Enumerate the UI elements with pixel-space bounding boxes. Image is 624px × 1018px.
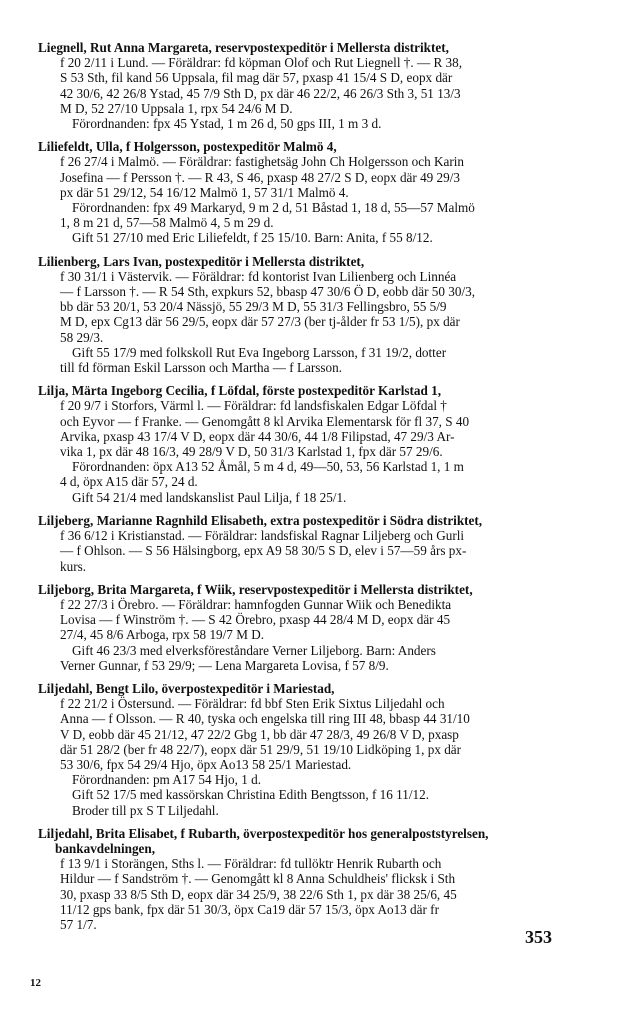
entry-line: Hildur — f Sandström †. — Genomgått kl 8 Anna Schuldheis' flicksk i Sth [60, 871, 456, 887]
entry-line: Gift 55 17/9 med folkskoll Rut Eva Ingeborg Larsson, f 31 19/2, dotter [72, 344, 447, 360]
entry-line: M D, 52 27/10 Uppsala 1, rpx 54 24/6 M D. [60, 100, 293, 116]
document-page [38, 40, 554, 940]
entry-line: Gift 54 21/4 med landskanslist Paul Lilja, f 18 25/1. [72, 489, 347, 505]
entry-line: px där 51 29/12, 54 16/12 Malmö 1, 57 31/1 Malmö 4. [60, 184, 349, 200]
entry-line: Broder till px S T Liljedahl. [72, 802, 219, 818]
entry-line: f 36 6/12 i Kristianstad. — Föräldrar: landsfiskal Ragnar Liljeberg och Gurli [60, 528, 465, 544]
page-number: 353 [525, 927, 552, 947]
entry-line: Förordnanden: pm A17 54 Hjo, 1 d. [72, 772, 262, 788]
signature-mark: 12 [30, 977, 41, 989]
entry-line: 57 1/7. [60, 916, 97, 932]
entry-line: vika 1, px där 48 16/3, 49 28/9 V D, 50 31/3 Karlstad 1, fpx där 57 29/6. [60, 444, 443, 460]
entry-line: där 51 28/2 (ber fr 48 22/7), eopx där 51 29/9, 51 19/10 Lidköping 1, px där [60, 741, 462, 757]
entry-line: Gift 51 27/10 med Eric Liliefeldt, f 25 15/10. Barn: Anita, f 55 8/12. [72, 230, 433, 246]
entry-line: f 20 9/7 i Storfors, Värml l. — Föräldrar: fd landsfiskalen Edgar Löfdal † [60, 398, 447, 414]
entry-heading: Lilja, Märta Ingeborg Cecilia, f Löfdal, förste postexpeditör Karlstad 1, [38, 383, 442, 399]
entry-heading: Liliefeldt, Ulla, f Holgersson, postexpeditör Malmö 4, [38, 139, 337, 155]
entry-heading: Liljedahl, Bengt Lilo, överpostexpeditör i Mariestad, [38, 680, 335, 696]
entry-line: 42 30/6, 42 26/8 Ystad, 45 7/9 Sth D, px där 46 22/2, 46 26/3 Sth 3, 51 13/3 [60, 85, 461, 101]
entry-heading: Liljeborg, Brita Margareta, f Wiik, reservpostexpeditör i Mellersta distriktet, [38, 581, 473, 597]
entry-line: V D, eobb där 45 21/12, 47 22/2 Gbg 1, bb där 47 28/3, 49 26/8 V D, pxasp [60, 726, 459, 742]
biography-entry [38, 40, 554, 131]
entry-line: — f Larsson †. — R 54 Sth, expkurs 52, bbasp 47 30/6 Ö D, eobb där 50 30/3, [60, 284, 476, 300]
entry-line: kurs. [60, 558, 87, 574]
entry-line: f 22 27/3 i Örebro. — Föräldrar: hamnfogden Gunnar Wiik och Benedikta [60, 596, 452, 612]
entry-heading: Liljeberg, Marianne Ragnhild Elisabeth, extra postexpeditör i Södra distriktet, [38, 512, 483, 528]
entry-line: Förordnanden: fpx 49 Markaryd, 9 m 2 d, 51 Båstad 1, 18 d, 55—57 Malmö [72, 200, 475, 216]
entry-line: 30, pxasp 33 8/5 Sth D, eopx där 34 25/9, 38 22/6 Sth 1, px där 38 25/6, 45 [60, 886, 457, 902]
entry-line: — f Ohlson. — S 56 Hälsingborg, epx A9 58 30/5 S D, elev i 57—59 års px- [60, 543, 467, 559]
biography-entry [38, 254, 554, 376]
entry-line: Anna — f Olsson. — R 40, tyska och engelska till ring III 48, bbasp 44 31/10 [60, 711, 470, 727]
entry-line: Verner Gunnar, f 53 29/9; — Lena Margareta Lovisa, f 57 8/9. [60, 657, 389, 673]
entry-heading: Liegnell, Rut Anna Margareta, reservpostexpeditör i Mellersta distriktet, [38, 40, 449, 55]
entry-line: och Eyvor — f Franke. — Genomgått 8 kl Arvika Elementarsk för fl 37, S 40 [60, 413, 470, 429]
entry-line: Gift 52 17/5 med kassörskan Christina Edith Bengtsson, f 16 11/12. [72, 787, 430, 803]
entry-heading: Lilienberg, Lars Ivan, postexpeditör i Mellersta distriktet, [38, 253, 365, 269]
biography-entry [38, 513, 554, 574]
entry-line: 1, 8 m 21 d, 57—58 Malmö 4, 5 m 29 d. [60, 215, 274, 231]
entry-line: Josefina — f Persson †. — R 43, S 46, pxasp 48 27/2 S D, eopx där 49 29/3 [60, 169, 461, 185]
entry-line: Gift 46 23/3 med elverksföreståndare Verner Liljeborg. Barn: Anders [72, 642, 436, 658]
biography-entry [38, 681, 554, 818]
entry-line: f 26 27/4 i Malmö. — Föräldrar: fastighetsäg John Ch Holgersson och Karin [60, 154, 464, 170]
entry-line: Förordnanden: öpx A13 52 Åmål, 5 m 4 d, 49—50, 53, 56 Karlstad 1, 1 m [72, 459, 464, 475]
entry-line: f 22 21/2 i Östersund. — Föräldrar: fd bbf Sten Erik Sixtus Liljedahl och [60, 696, 445, 712]
biography-entry [38, 582, 554, 673]
entry-line: till fd förman Eskil Larsson och Martha — f Larsson. [60, 360, 343, 376]
entry-line: Arvika, pxasp 43 17/4 V D, eopx där 44 30/6, 44 1/8 Filipstad, 47 29/3 Ar- [60, 428, 455, 444]
entry-line: f 13 9/1 i Storängen, Sths l. — Föräldrar: fd tullöktr Henrik Rubarth och [60, 856, 442, 872]
entry-line: f 30 31/1 i Västervik. — Föräldrar: fd kontorist Ivan Lilienberg och Linnéa [60, 268, 457, 284]
entry-line: Förordnanden: fpx 45 Ystad, 1 m 26 d, 50 gps III, 1 m 3 d. [72, 116, 382, 132]
entry-line: M D, epx Cg13 där 56 29/5, eopx där 57 27/3 (ber tj-ålder fr 53 1/5), px där [60, 314, 460, 330]
biography-entry [38, 383, 554, 505]
entry-line: 27/4, 45 8/6 Arboga, rpx 58 19/7 M D. [60, 627, 265, 643]
entry-line: S 53 Sth, fil kand 56 Uppsala, fil mag där 57, pxasp 41 15/4 S D, eopx där [60, 70, 453, 86]
entry-line: bb där 53 20/1, 53 20/4 Nässjö, 55 29/3 M D, 55 31/3 Fellingsbro, 55 5/9 [60, 299, 447, 315]
entry-line: 53 30/6, fpx 54 29/4 Hjo, öpx Ao13 58 25/1 Mariestad. [60, 756, 352, 772]
entry-line: 58 29/3. [60, 329, 104, 345]
biography-entry [38, 139, 554, 245]
entry-heading: Liljedahl, Brita Elisabet, f Rubarth, överpostexpeditör hos generalpoststyrelsen, bankavdelningen, [38, 825, 489, 856]
entry-line: f 20 2/11 i Lund. — Föräldrar: fd köpman Olof och Rut Liegnell †. — R 38, [60, 55, 463, 71]
entry-line: 11/12 gps bank, fpx där 51 30/3, öpx Ca19 där 57 15/3, öpx Ao13 där fr [60, 901, 439, 917]
entry-line: 4 d, öpx A15 där 57, 24 d. [60, 474, 198, 490]
biography-entry [38, 826, 554, 932]
entry-line: Lovisa — f Winström †. — S 42 Örebro, pxasp 44 28/4 M D, eopx där 45 [60, 612, 451, 628]
